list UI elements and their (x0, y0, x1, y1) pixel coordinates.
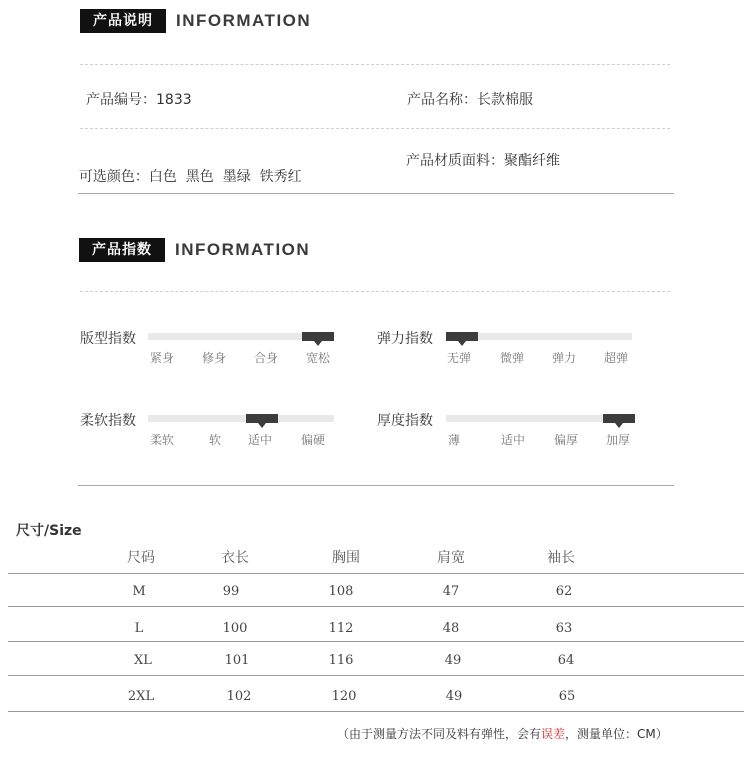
size-cell: 108 (328, 584, 354, 599)
index-marker-softness (246, 414, 278, 423)
scale-label: 无弹 (447, 351, 472, 365)
scale-label: 软 (209, 433, 222, 447)
index-track-softness (148, 415, 334, 422)
section-divider (78, 193, 674, 194)
size-header: 胸围 (332, 550, 360, 566)
size-cell: 48 (442, 621, 460, 636)
product-material-label: 产品材质面料： (406, 153, 504, 169)
index-track-thickness (446, 415, 632, 422)
scale-label: 紧身 (150, 351, 175, 365)
table-rule (8, 573, 744, 574)
product-code-value: 1833 (156, 92, 192, 108)
index-label-fit: 版型指数 (80, 331, 136, 347)
section-tag-product-info: 产品说明 (80, 9, 166, 33)
scale-label: 适中 (501, 433, 526, 447)
size-cell: XL (134, 653, 152, 668)
table-rule (8, 675, 744, 676)
divider (80, 64, 670, 65)
product-name-label: 产品名称： (407, 92, 477, 108)
table-rule (8, 641, 744, 642)
section-title-information: INFORMATION (175, 240, 311, 259)
size-header: 衣长 (221, 550, 249, 566)
product-code-label: 产品编号： (86, 92, 156, 108)
index-marker-thickness (603, 414, 635, 423)
scale-label: 微弹 (500, 351, 525, 365)
scale-label: 合身 (254, 351, 279, 365)
scale-label: 修身 (202, 351, 227, 365)
product-material (406, 150, 560, 170)
size-cell: 49 (444, 653, 462, 668)
size-header: 肩宽 (437, 550, 465, 566)
index-track-fit (148, 333, 334, 340)
size-cell: 64 (557, 653, 575, 668)
scale-label: 薄 (448, 433, 461, 447)
size-cell: 112 (328, 621, 354, 636)
scale-label: 偏硬 (301, 433, 326, 447)
size-header: 袖长 (547, 550, 575, 566)
index-track-elasticity (446, 333, 632, 340)
product-colors (70, 150, 302, 186)
divider (80, 128, 670, 129)
section-tag-product-index: 产品指数 (79, 238, 165, 262)
index-label-softness: 柔软指数 (80, 413, 136, 429)
size-cell: 2XL (127, 689, 155, 704)
index-label-thickness: 厚度指数 (377, 413, 433, 429)
product-colors-value: 白色 黑色 墨绿 铁秀红 (148, 169, 302, 185)
table-rule (8, 711, 744, 712)
product-code (86, 89, 192, 109)
product-material-value: 聚酯纤维 (504, 153, 560, 169)
size-cell: 102 (226, 689, 252, 704)
size-cell: 47 (442, 584, 460, 599)
measurement-note (337, 725, 668, 742)
scale-label: 宽松 (306, 351, 331, 365)
section-title-information: INFORMATION (176, 11, 312, 30)
index-marker-fit (302, 332, 334, 341)
divider (80, 291, 670, 292)
index-label-elasticity: 弹力指数 (377, 331, 433, 347)
scale-label: 偏厚 (554, 433, 579, 447)
note-text: （由于测量方法不同及料有弹性，会有 (337, 727, 542, 741)
note-text: ，测量单位：CM） (565, 727, 668, 741)
scale-label: 适中 (248, 433, 273, 447)
table-rule (8, 606, 744, 607)
size-cell: 62 (555, 584, 573, 599)
size-cell: 99 (222, 584, 240, 599)
note-emphasis: 误差 (541, 727, 566, 741)
size-cell: 63 (555, 621, 573, 636)
section-divider (78, 485, 674, 486)
size-cell: 100 (222, 621, 248, 636)
size-cell: 65 (558, 689, 576, 704)
size-cell: 116 (328, 653, 354, 668)
size-cell: 101 (224, 653, 250, 668)
scale-label: 弹力 (552, 351, 577, 365)
scale-label: 柔软 (150, 433, 175, 447)
product-name-value: 长款棉服 (477, 92, 533, 108)
size-cell: M (132, 584, 146, 599)
product-colors-label: 可选颜色： (78, 169, 149, 185)
size-title: 尺寸/Size (16, 523, 82, 539)
size-header: 尺码 (127, 550, 155, 566)
index-marker-elasticity (446, 332, 478, 341)
product-name (407, 89, 533, 109)
size-cell: 120 (331, 689, 357, 704)
scale-label: 超弹 (604, 351, 629, 365)
scale-label: 加厚 (606, 433, 631, 447)
size-cell: L (134, 621, 144, 636)
size-cell: 49 (445, 689, 463, 704)
